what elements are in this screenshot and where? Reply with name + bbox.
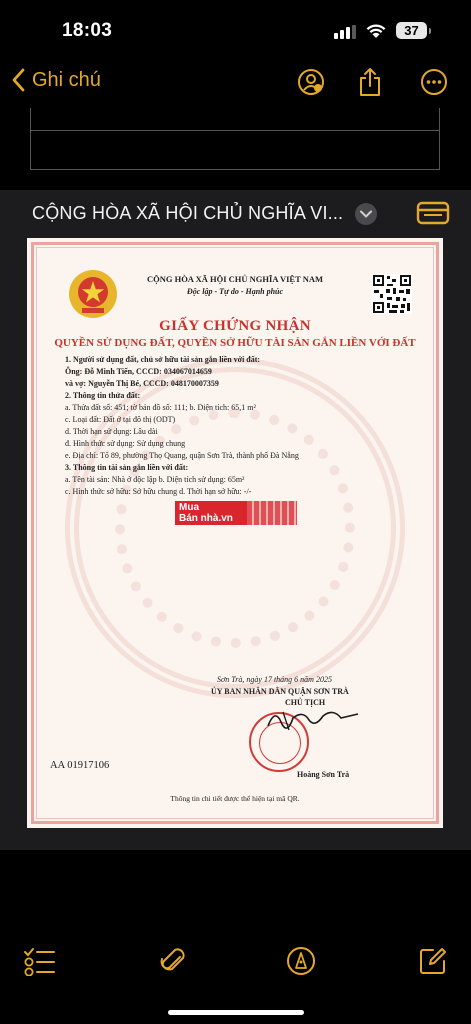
cert-line-term: d. Thời hạn sử dụng: Lâu dài bbox=[65, 427, 158, 436]
compose-icon bbox=[418, 946, 448, 976]
checklist-icon bbox=[23, 946, 55, 976]
chevron-left-icon bbox=[12, 68, 26, 92]
battery-indicator: 37 bbox=[396, 22, 427, 39]
more-icon bbox=[420, 68, 448, 96]
paperclip-icon bbox=[159, 946, 187, 976]
cert-line-land-type: c. Loại đất: Đất ở tại đô thị (ODT) bbox=[65, 415, 176, 424]
attachment-card[interactable] bbox=[0, 190, 471, 850]
attachment-header bbox=[0, 190, 471, 236]
markup-pen-icon bbox=[286, 946, 316, 976]
attachment-title: CỘNG HÒA XÃ HỘI CHỦ NGHĨA VI... bbox=[32, 203, 344, 223]
cert-line-asset: a. Tên tài sản: Nhà ở độc lập b. Diện tích sử dụng: 65m² bbox=[65, 475, 245, 484]
wifi-icon bbox=[365, 22, 387, 39]
share-icon bbox=[357, 67, 383, 97]
back-button[interactable] bbox=[12, 68, 101, 92]
more-button[interactable] bbox=[418, 66, 450, 98]
cert-line-usage: đ. Hình thức sử dụng: Sử dụng chung bbox=[65, 439, 186, 448]
certificate-document-image bbox=[27, 238, 443, 828]
collaborate-button[interactable] bbox=[295, 66, 327, 98]
navigation-bar bbox=[0, 58, 471, 108]
cert-line-parcel: a. Thửa đất số: 451; tờ bản đồ số: 111; b. Diện tích: 65,1 m² bbox=[65, 403, 256, 412]
back-label: Ghi chú bbox=[32, 68, 101, 91]
checklist-button[interactable] bbox=[22, 944, 56, 978]
cert-footer-note: Thông tin chi tiết được thể hiện tại mã QR. bbox=[170, 794, 300, 803]
signature bbox=[263, 704, 363, 734]
share-people-icon bbox=[296, 67, 326, 97]
attach-button[interactable] bbox=[156, 944, 190, 978]
certificate-header-country: CỘNG HÒA XÃ HỘI CHỦ NGHĨA VIỆT NAM bbox=[146, 274, 324, 284]
note-table-fragment bbox=[30, 108, 440, 170]
certificate-subtitle: QUYỀN SỬ DỤNG ĐẤT, QUYỀN SỞ HỮU TÀI SẢN GẮN LIỀN VỚI ĐẤT bbox=[54, 337, 416, 349]
cert-line-section1: 1. Người sử dụng đất, chủ sở hữu tài sản gắn liền với đất: bbox=[65, 355, 261, 364]
cert-authority: ỦY BAN NHÂN DÂN QUẬN SƠN TRÀ bbox=[211, 687, 349, 696]
cert-signer-name: Hoàng Sơn Trà bbox=[297, 770, 350, 779]
cert-serial-number: AA 01917106 bbox=[50, 760, 110, 771]
status-time: 18:03 bbox=[62, 20, 113, 41]
cert-line-ownership: c. Hình thức sở hữu: Sở hữu chung d. Thời hạn sở hữu: -/- bbox=[65, 487, 252, 496]
home-indicator[interactable] bbox=[168, 1010, 304, 1015]
watermark-text-top: Mua bbox=[179, 502, 199, 513]
cert-line-spouse: và vợ: Nguyễn Thị Bé, CCCD: 048170007359 bbox=[65, 379, 219, 388]
cert-role: CHỦ TỊCH bbox=[285, 698, 326, 707]
markup-button[interactable] bbox=[284, 944, 318, 978]
bottom-toolbar bbox=[0, 920, 471, 1004]
attachment-view-button[interactable] bbox=[416, 201, 450, 230]
cert-line-section2: 2. Thông tin thửa đất: bbox=[65, 391, 141, 400]
cert-line-address: e. Địa chỉ: Tổ 89, phường Thọ Quang, quận Sơn Trà, thành phố Đà Nẵng bbox=[65, 451, 299, 460]
cert-line-section3: 3. Thông tin tài sản gắn liền với đất: bbox=[65, 463, 189, 472]
cert-date-line: Sơn Trà, ngày 17 tháng 6 năm 2025 bbox=[217, 675, 332, 684]
cellular-signal-icon bbox=[334, 25, 356, 39]
attachment-view-icon bbox=[416, 201, 450, 225]
compose-button[interactable] bbox=[416, 944, 450, 978]
attachment-expand-button[interactable] bbox=[355, 203, 377, 225]
certificate-title: GIẤY CHỨNG NHẬN bbox=[159, 318, 311, 334]
watermark-text-bottom: Bán nhà.vn bbox=[179, 513, 233, 524]
share-button[interactable] bbox=[354, 66, 386, 98]
qr-code-icon bbox=[372, 274, 412, 314]
watermark-logo bbox=[175, 501, 297, 525]
chevron-down-icon bbox=[360, 210, 372, 218]
status-bar bbox=[0, 0, 471, 60]
certificate-header-motto: Độc lập - Tự do - Hạnh phúc bbox=[186, 287, 284, 296]
cert-line-owner: Ông: Đỗ Minh Tiến, CCCD: 034067014659 bbox=[65, 367, 212, 376]
